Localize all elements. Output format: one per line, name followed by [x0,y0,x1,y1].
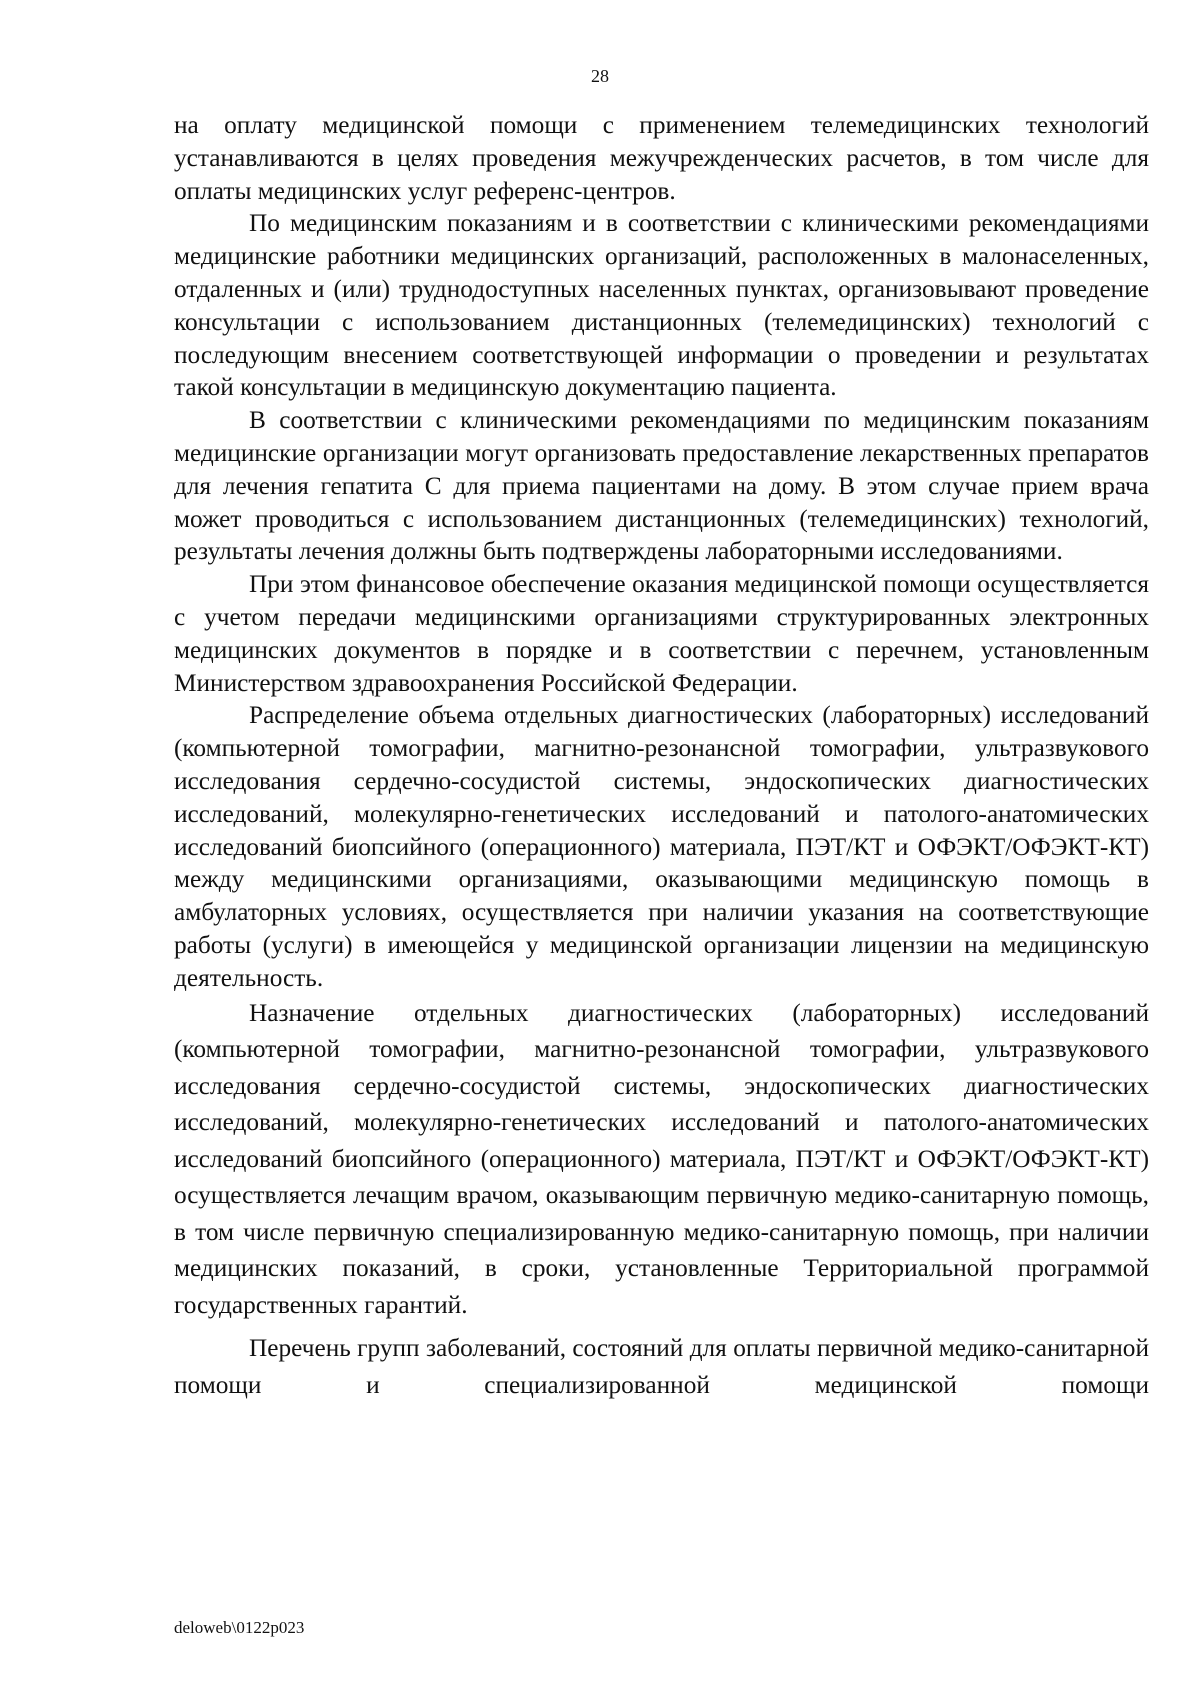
paragraph-telemedicine-consultations: По медицинским показаниям и в соответствии с клиническими рекомендациями медицинские работники медицинских организаций, расположенных в малонаселенных, отдаленных и (или) труднодоступных населенных пунктах, организовывают проведение консультации с использованием дистанционных (телемедицинских) технологий с последующим внесением соответствующей информации о проведении и результатах такой консультации в медицинскую документацию пациента. [174,209,1149,402]
paragraph-disease-groups: Перечень групп заболеваний, состояний для оплаты первичной медико-санитарной помощи и специализированной медицинской помощи [174,1334,1149,1399]
paragraph-diagnostic-distribution: Распределение объема отдельных диагностических (лабораторных) исследований (компьютерной томографии, магнитно-резонансной томографии, ультразвукового исследования сердечно-сосудистой системы, эндоскопических диагностических исследований, молекулярно-генетических исследований и патолого-анатомических исследований биопсийного (операционного) материала, ПЭТ/КТ и ОФЭКТ/ОФЭКТ-КТ) между медицинскими организациями, оказывающими медицинскую помощь в амбулаторных условиях, осуществляется при наличии указания на соответствующие работы (услуги) в имеющейся у медицинской организации лицензии на медицинскую деятельность. [174,701,1149,992]
paragraph-diagnostic-appointment: Назначение отдельных диагностических (лабораторных) исследований (компьютерной томографии, магнитно-резонансной томографии, ультразвукового исследования сердечно-сосудистой системы, эндоскопических диагностических исследований, молекулярно-генетических исследований и патолого-анатомических исследований биопсийного (операционного) материала, ПЭТ/КТ и ОФЭКТ/ОФЭКТ-КТ) осуществляется лечащим врачом, оказывающим первичную медико-санитарную помощь, в том числе первичную специализированную медико-санитарную помощь, при наличии медицинских показаний, в сроки, установленные Территориальной программой государственных гарантий. [174,998,1149,1319]
paragraph-financial-provision: При этом финансовое обеспечение оказания медицинской помощи осуществляется с учетом передачи медицинскими организациями структурированных электронных медицинских документов в порядке и в соответствии с перечнем, установленным Министерством здравоохранения Российской Федерации. [174,570,1149,697]
paragraph-hepatitis-c-treatment: В соответствии с клиническими рекомендациями по медицинским показаниям медицинские организации могут организовать предоставление лекарственных препаратов для лечения гепатита С для приема пациентами на дому. В этом случае прием врача может проводиться с использованием дистанционных (телемедицинских) технологий, результаты лечения должны быть подтверждены лабораторными исследованиями. [174,406,1149,566]
paragraph-continuation: на оплату медицинской помощи с применением телемедицинских технологий устанавливаются в целях проведения межучрежденческих расчетов, в том числе для оплаты медицинских услуг референс-центров. [174,111,1149,205]
document-footer-code: deloweb\0122p023 [174,1618,305,1637]
document-body [174,109,1149,1403]
page-number: 28 [591,66,609,86]
